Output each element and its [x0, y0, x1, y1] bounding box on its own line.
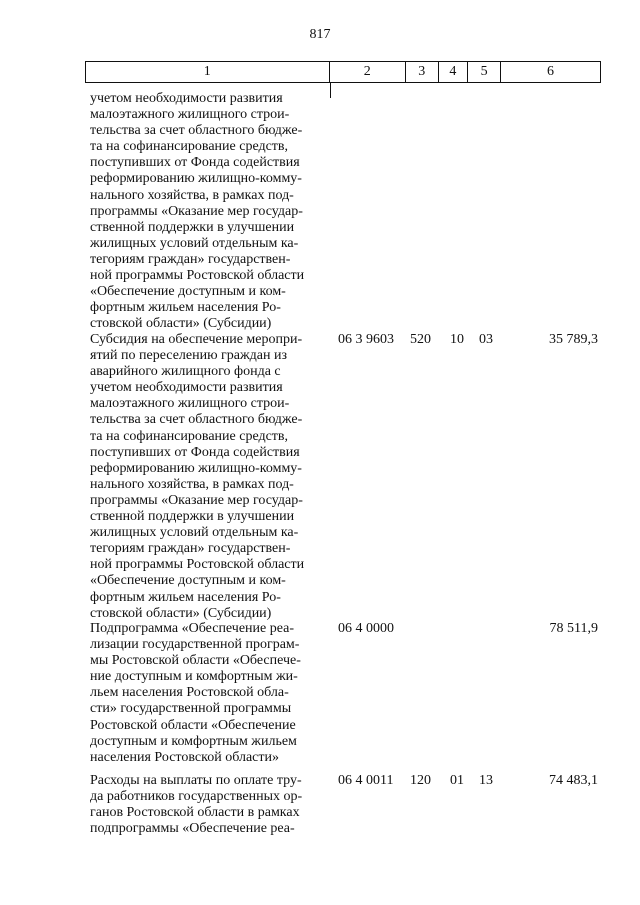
row-description: Субсидия на обеспечение меропри- ятий по переселению граждан из аварийного жилищного фонда с учетом необходимости развития малоэтажного жилищного строи- тельства за счет областного бюдже- та на софинансирование средств, поступивших от Фонда содействия реформированию жилищно-комму- нального хозяйства, в рамках под- программы «Оказание мер государ- ственной поддержки в улучшении жилищных условий отдельным ка- тегориям граждан» государствен- ной программы Ростовской области «Обеспечение доступным и ком- фортным жильем населения Ро- стовской области» (Субсидии): [90, 332, 305, 621]
row-sum: 35 789,3: [549, 332, 598, 347]
header-col-3: 3: [406, 62, 439, 82]
row-code: 06 3 9603: [338, 332, 394, 347]
row-rz: 10: [450, 332, 464, 347]
row-sum: 78 511,9: [549, 621, 598, 636]
row-vr: 120: [410, 773, 431, 788]
row-description: Подпрограмма «Обеспечение реа- лизации государственной програм- мы Ростовской области «Обеспече- ние доступным и комфортным жи- льем населения Ростовской обла- сти» государственной программы Ростовской области «Обеспечение доступным и комфортным жильем населения Ростовской области»: [90, 621, 301, 765]
row-sum: 74 483,1: [549, 773, 598, 788]
table-row: [90, 91, 600, 332]
header-col-4: 4: [439, 62, 469, 82]
header-col-6: 6: [546, 64, 554, 79]
row-description: Расходы на выплаты по оплате тру- да работников государственных ор- ганов Ростовской области в рамках подпрограммы «Обеспечение реа-: [90, 773, 303, 837]
row-code: 06 4 0011: [338, 773, 394, 788]
row-pr: 03: [479, 332, 493, 347]
table-row: [90, 773, 600, 837]
table-header: [85, 61, 601, 83]
header-col-1: 1: [86, 62, 330, 82]
row-rz: 01: [450, 773, 464, 788]
row-vr: 520: [410, 332, 431, 347]
row-description: учетом необходимости развития малоэтажного жилищного строи- тельства за счет областного бюдже- та на софинансирование средств, поступивших от Фонда содействия реформированию жилищно-комму- нального хозяйства, в рамках под- программы «Оказание мер государ- ственной поддержки в улучшении жилищных условий отдельным ка- тегориям граждан» государствен- ной программы Ростовской области «Обеспечение доступным и ком- фортным жильем населения Ро- стовской области» (Субсидии): [90, 91, 305, 332]
table-row: [90, 332, 600, 622]
header-col-2: 2: [330, 62, 406, 82]
row-code: 06 4 0000: [338, 621, 394, 636]
table-row: [90, 621, 600, 766]
row-pr: 13: [479, 773, 493, 788]
header-col-5: 5: [468, 62, 501, 82]
page-number: 817: [309, 27, 331, 42]
